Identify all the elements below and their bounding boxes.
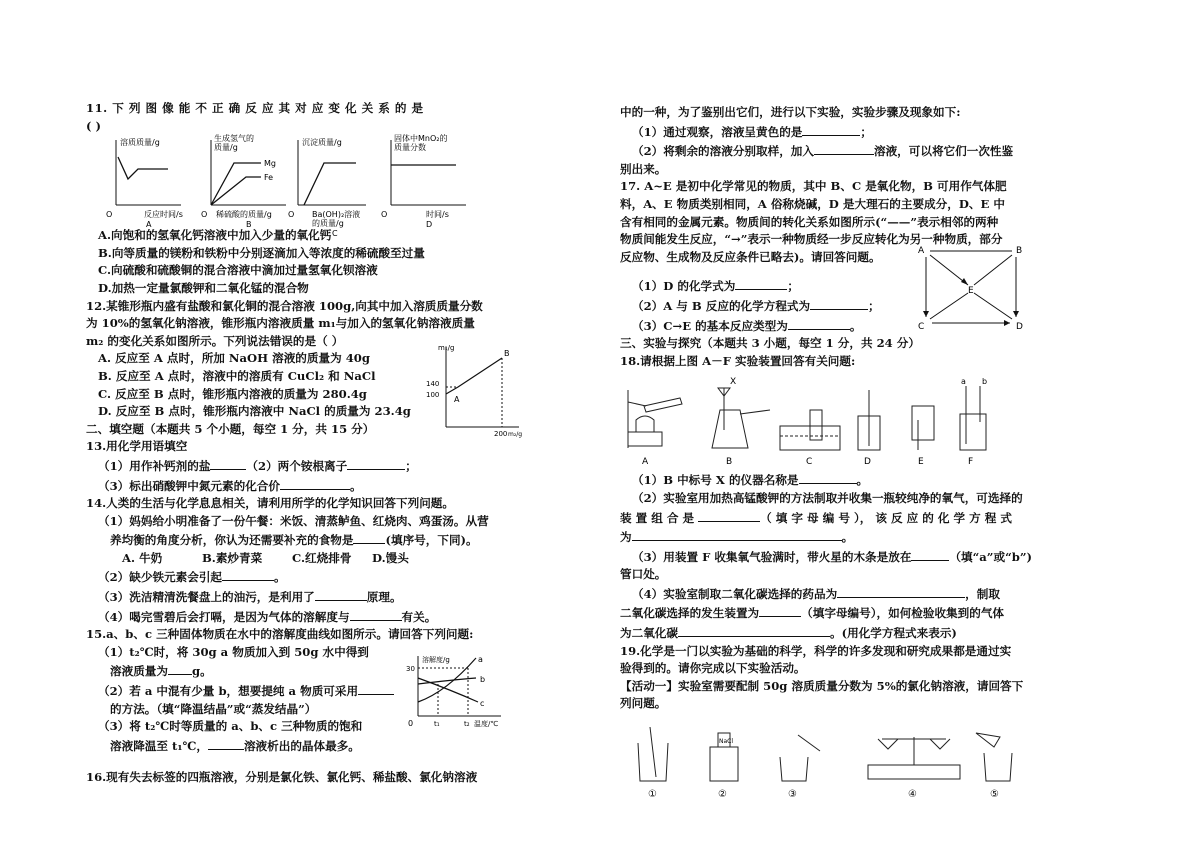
graph-c	[298, 140, 366, 205]
node-d: D	[1016, 321, 1023, 332]
q19-line-1: 19.化学是一门以实验为基础的科学，科学的许多发现和研究成果都是通过实	[620, 643, 1012, 658]
q15-title: 15.a、b、c 三种固体物质在水中的溶解度曲线如图所示。请回答下列问题:	[86, 627, 474, 642]
q15-line-2: 溶液质量为 g。	[86, 661, 516, 681]
step-4: ④	[908, 789, 917, 801]
graph-b-xlabel: 稀硫酸的质量/g	[216, 210, 272, 220]
q15-line-3: （2）若 a 中混有少量 b，想要提纯 a 物质可采用	[86, 681, 516, 701]
section-2-heading: 二、填空题（本题共 5 个小题，每空 1 分，共 15 分）	[86, 421, 375, 436]
q17-line-5: 反应物、生成物及反应条件已略去)。请回答问题。	[620, 249, 881, 264]
q15-curve-c: c	[480, 698, 485, 708]
q15-origin: 0	[408, 718, 414, 728]
q15-curve-a: a	[478, 654, 483, 664]
q17-line-3: 含有相同的金属元素。物质间的转化关系如图所示(“——”表示相邻的两种	[620, 214, 999, 229]
q14-options: A. 牛奶 B.素炒青菜 C.红烧排骨 D.馒头	[122, 550, 409, 565]
q17-answer-1: （1）D 的化学式为 ；	[620, 276, 1050, 296]
q18-line-7: （4）实验室制取二氧化碳选择的药品为 ，制取	[620, 584, 1050, 604]
q16-line-3: （1）通过观察，溶液呈黄色的是 ；	[620, 122, 1050, 142]
q18-line-1: （1）B 中标号 X 的仪器名称是 。	[620, 470, 1050, 490]
q18-line-8: 二氧化碳选择的发生装置为 （填字母编号），如何检验收集到的气体	[620, 603, 1050, 623]
graph-d-tag: D	[426, 220, 433, 230]
q11-option-a: A.向饱和的氢氧化钙溶液中加入少量的氧化钙	[98, 228, 332, 243]
q12-xlabel: m₂/g	[508, 431, 523, 439]
q15-line-6: 溶液降温至 t₁℃， 溶液析出的晶体最多。	[86, 736, 516, 756]
q16-line-2: 中的一种，为了鉴别出它们，进行以下实验，实验步骤及现象如下:	[620, 105, 961, 119]
q15-t1: t₁	[434, 719, 440, 728]
q13-title: 13.用化学用语填空	[86, 439, 188, 454]
app-tag-a: A	[642, 457, 649, 468]
q17-relation-diagram	[916, 243, 1028, 335]
step-5: ⑤	[990, 789, 999, 801]
node-a: A	[918, 245, 925, 256]
app-tag-f: F	[968, 457, 974, 468]
q13-line-2: （3）标出硝酸钾中氮元素的化合价 。	[86, 476, 516, 496]
q12-option-d: D. 反应至 B 点时，锥形瓶内溶液中 NaCl 的质量为 23.4g	[98, 404, 411, 419]
q11-answer-paren: ( )	[86, 118, 102, 133]
q12-option-c: C. 反应至 B 点时，锥形瓶内溶液的质量为 280.4g	[98, 386, 367, 401]
app-tag-c: C	[806, 457, 813, 468]
app-x-label: X	[730, 377, 737, 388]
graph-c-ylabel: 沉淀质量/g	[302, 138, 342, 148]
graph-b-ylabel1: 生成氢气的	[214, 134, 254, 144]
q18-title: 18.请根据上图 A－F 实验装置回答有关问题:	[620, 353, 856, 368]
q18-line-6: 管口处。	[620, 567, 667, 582]
right-column	[620, 104, 1050, 803]
q11-option-c: C.向硫酸和硫酸铜的混合溶液中滴加过量氢氧化钡溶液	[98, 263, 378, 278]
step-2: ②	[718, 789, 727, 801]
graph-c-xlabel1: Ba(OH)₂溶液	[312, 210, 361, 220]
q12-y-140: 140	[426, 380, 440, 389]
q15-line-1: （1）t₂℃时，将 30g a 物质加入到 50g 水中得到	[98, 644, 369, 659]
app-tag-b: B	[726, 457, 733, 468]
section-3-heading: 三、实验与探究（本题共 3 小题，每空 1 分，共 24 分）	[620, 336, 920, 351]
q17-line-2: 料，A、E 物质类别相同，A 俗称烧碱，D 是大理石的主要成分，D、E 中	[620, 196, 1005, 211]
graph-d-ylabel1: 固体中MnO₂的	[394, 134, 448, 144]
q12-x-200: 200	[494, 430, 508, 439]
q19-line-3: 【活动一】实验室需要配制 50g 溶质质量分数为 5%的氯化钠溶液，请回答下	[620, 678, 1024, 693]
q16-line-5: 别出来。	[620, 161, 667, 176]
graph-c-xlabel2: 的质量/g	[312, 219, 344, 229]
q18-apparatus	[620, 370, 1050, 470]
q19-line-4: 列问题。	[620, 696, 667, 711]
q15-curve-b: b	[480, 674, 486, 684]
q18-line-9: 为二氧化碳 。(用化学方程式来表示)	[620, 623, 1050, 643]
q12-y-100: 100	[426, 391, 440, 400]
app-tag-d: D	[864, 457, 871, 468]
graph-a-tag: A	[146, 220, 152, 230]
q16-line-1: 16.现有失去标签的四瓶溶液，分别是氯化铁、氯化钙、稀盐酸、氯化钠溶液	[86, 770, 478, 785]
app-b-label: b	[982, 377, 988, 387]
q15-y-30: 30	[406, 664, 415, 673]
q14-line-5: （4）喝完雪碧后会打嗝，是因为气体的溶解度与 有关。	[86, 607, 516, 627]
q12-point-b: B	[504, 349, 510, 359]
q16-line-4: （2）将剩余的溶液分别取样，加入 溶液，可以将它们一次性鉴	[620, 141, 1050, 161]
q14-line-3: （2）缺少铁元素会引起 。	[86, 567, 516, 587]
q18-line-4: 为 。	[620, 527, 1050, 547]
q19-steps-figure	[620, 717, 1050, 803]
q14-line-1: （1）妈妈给小明准备了一份午餐：米饭、清蒸鲈鱼、红烧肉、鸡蛋汤。从营	[98, 513, 489, 528]
graph-c-tag: C	[332, 229, 338, 239]
q12-line-2: 为 10%的氢氧化钠溶液，锥形瓶内溶液质量 m₁与加入的氢氧化钠溶液质量	[86, 316, 475, 331]
q19-line-2: 验得到的。请你完成以下实验活动。	[620, 661, 806, 676]
q17-answer-2: （2）A 与 B 反应的化学方程式为 ；	[620, 296, 1050, 316]
q18-line-5: （3）用装置 F 收集氧气验满时，带火星的木条是放在 （填“a”或“b”)	[620, 547, 1050, 567]
graph-a-ylabel: 溶质质量/g	[120, 138, 160, 148]
q11-option-d: D.加热一定量氯酸钾和二氧化锰的混合物	[98, 280, 309, 295]
q15-solubility-graph	[406, 654, 516, 734]
q17-answer-3: （3）C→E 的基本反应类型为 。	[620, 316, 1050, 336]
q12-option-b: B. 反应至 A 点时，溶液中的溶质有 CuCl₂ 和 NaCl	[98, 368, 376, 383]
q12-line-1: 12.某锥形瓶内盛有盐酸和氯化铜的混合溶液 100g,向其中加入溶质质量分数	[86, 298, 483, 313]
q14-line-2: 养均衡的角度分析，你认为还需要补充的食物是 (填序号，下同)。	[86, 530, 516, 550]
app-tag-e: E	[918, 457, 924, 468]
step-3: ③	[788, 789, 797, 801]
node-b: B	[1016, 245, 1023, 256]
q12-option-a: A. 反应至 A 点时，所加 NaOH 溶液的质量为 40g	[98, 351, 370, 366]
node-c: C	[918, 321, 925, 332]
q15-xlabel: 温度/℃	[474, 719, 499, 728]
q12-point-a: A	[454, 395, 460, 405]
q11-title: 11. 下 列 图 像 能 不 正 确 反 应 其 对 应 变 化 关 系 的 是	[86, 101, 424, 115]
q11-option-b: B.向等质量的镁粉和铁粉中分别逐滴加入等浓度的稀硫酸至过量	[98, 245, 425, 260]
graph-b-origin: O	[201, 210, 208, 220]
graph-b-series-fe: Fe	[264, 173, 274, 183]
graph-b-series-mg: Mg	[264, 159, 276, 169]
node-e: E	[968, 285, 974, 296]
q12-line-3: m₂ 的变化关系如图所示。下列说法错误的是（ ）	[86, 333, 344, 348]
q18-line-2: （2）实验室用加热高锰酸钾的方法制取并收集一瓶较纯净的氧气，可选择的	[632, 490, 1023, 505]
graph-a	[116, 140, 181, 205]
q15-line-4: 的方法。（填“降温结晶”或“蒸发结晶”）	[110, 701, 317, 716]
graph-b-ylabel2: 质量/g	[214, 143, 238, 153]
left-column	[86, 100, 523, 787]
app-a-label: a	[961, 377, 966, 387]
graph-d-ylabel2: 质量分数	[394, 143, 426, 153]
q15-line-5: （3）将 t₂℃时等质量的 a、b、c 三种物质的饱和	[98, 719, 363, 734]
graph-b-tag: B	[246, 220, 252, 230]
graph-c-origin: O	[288, 210, 295, 220]
graph-a-origin: O	[106, 210, 113, 220]
q14-line-4: （3）洗洁精清洗餐盘上的油污，是利用了 原理。	[86, 587, 516, 607]
graph-d-xlabel: 时间/s	[426, 210, 449, 220]
q14-title: 14.人类的生活与化学息息相关，请利用所学的化学知识回答下列问题。	[86, 496, 454, 511]
step-1: ①	[648, 789, 657, 801]
graph-a-xlabel: 反应时间/s	[144, 210, 183, 220]
q15-t2: t₂	[464, 719, 470, 728]
graph-d-origin: O	[381, 210, 388, 220]
q12-ylabel: m₁/g	[438, 344, 455, 353]
q15-ylabel: 溶解度/g	[422, 655, 450, 664]
q12-graph	[424, 342, 524, 438]
nacl-label: NaCl	[719, 738, 734, 746]
q13-line-1: （1）用作补钙剂的盐 （2）两个铵根离子 ；	[86, 456, 516, 476]
q17-line-4: 物质间能发生反应，“→”表示一种物质经一步反应转化为另一种物质，部分	[620, 232, 1003, 247]
q17-line-1: 17. A~E 是初中化学常见的物质，其中 B、C 是氧化物，B 可用作气体肥	[620, 179, 1007, 194]
q18-line-3: 装 置 组 合 是 （ 填 字 母 编 号 ）， 该 反 应 的 化 学 方 程 式	[620, 508, 1050, 528]
